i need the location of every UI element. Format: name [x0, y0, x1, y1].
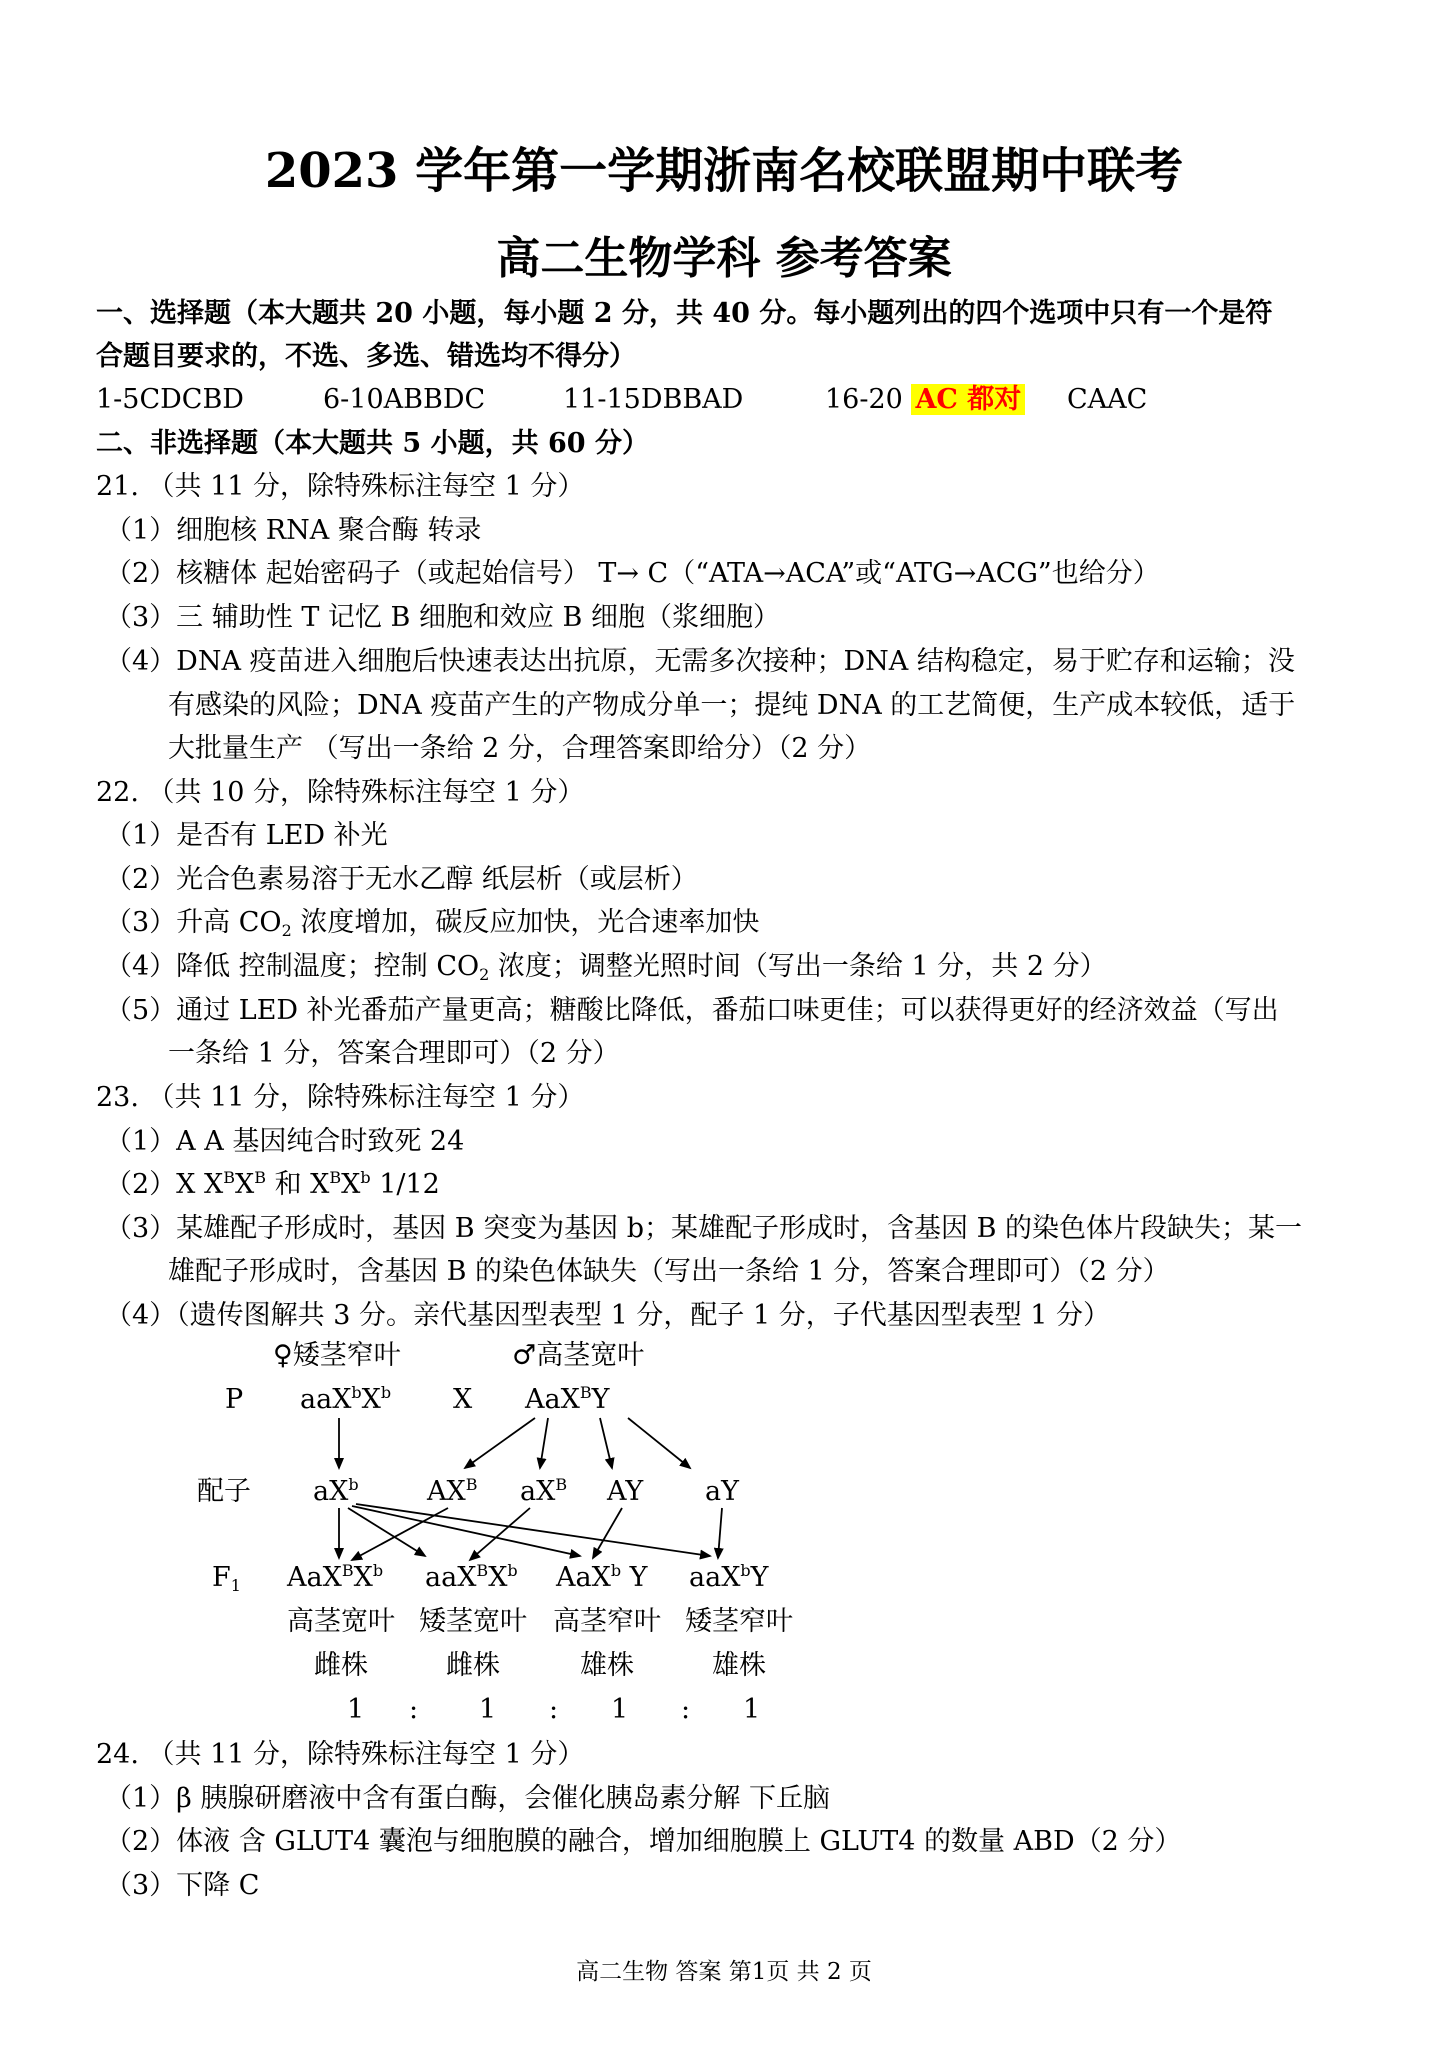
male-parent-label: ♂高茎宽叶 — [512, 1340, 645, 1371]
ratio-sep-3: : — [681, 1694, 691, 1725]
q23-part4: （4）（遗传图解共 3 分。亲代基因型表型 1 分，配子 1 分，子代基因型表型 1 分） — [105, 1300, 1111, 1331]
q23-part3: （3）某雄配子形成时，基因 B 突变为基因 b；某雄配子形成时，含基因 B 的染色体片段缺失；某一 — [105, 1213, 1303, 1244]
ratio-1: 1 — [347, 1694, 365, 1725]
mc-answers-11-15: 11-15DBBAD — [563, 384, 744, 415]
offspring-phenotype-3: 高茎窄叶 — [553, 1606, 661, 1637]
offspring-genotype-2: $aaX^BX^b$ — [425, 1561, 518, 1593]
page-footer: 高二生物 答案 第1页 共 2 页 — [576, 1959, 872, 1985]
arrow-aXb-to-f1-2 — [348, 1508, 425, 1556]
gamete-AY: AY — [607, 1476, 644, 1507]
document-title: 2023 学年第一学期浙南名校联盟期中联考 — [264, 143, 1184, 199]
section1-heading-cont: 合题目要求的，不选、多选、错选均不得分） — [96, 341, 636, 372]
mc-answers-16-20-label: 16-20 — [825, 384, 903, 415]
gamete-aX-B: $aX^B$ — [520, 1475, 568, 1507]
arrow-aY-to-f1-4 — [718, 1508, 722, 1558]
arrow-male-to-AY — [600, 1418, 612, 1468]
q21-part4: （4）DNA 疫苗进入细胞后快速表达出抗原，无需多次接种；DNA 结构稳定，易于贮存和运输；没 — [105, 646, 1295, 677]
highlight-note: AC 都对 — [911, 384, 1025, 415]
offspring-sex-1: 雌株 — [314, 1650, 368, 1681]
q24-part1: （1）β 胰腺研磨液中含有蛋白酶，会催化胰岛素分解 下丘脑 — [105, 1783, 830, 1814]
gamete-aY: aY — [705, 1476, 739, 1507]
arrow-AY-to-f1-3 — [593, 1508, 622, 1558]
q22-part2: （2）光合色素易溶于无水乙醇 纸层析（或层析） — [105, 864, 698, 895]
mc-answers-tail: CAAC — [1067, 384, 1148, 415]
arrow-male-to-AXB — [465, 1418, 535, 1468]
offspring-phenotype-2: 矮茎宽叶 — [419, 1606, 527, 1637]
document-subtitle: 高二生物学科 参考答案 — [496, 233, 952, 284]
female-parent-label: ♀矮茎窄叶 — [273, 1340, 401, 1371]
q23-part2: （2）X $X^BX^B$ 和 $X^BX^b$ 1/12 — [105, 1168, 440, 1200]
q22-part1: （1）是否有 LED 补光 — [105, 820, 388, 851]
q21-heading: 21. （共 11 分，除特殊标注每空 1 分） — [96, 471, 585, 502]
offspring-genotype-1: $AaX^BX^b$ — [287, 1561, 384, 1593]
q22-part3: （3）升高 $CO_2$ 浓度增加，碳反应加快，光合速率加快 — [105, 907, 760, 940]
mc-answers-16-20 — [825, 382, 1025, 418]
q21-part3: （3）三 辅助性 T 记忆 B 细胞和效应 B 细胞（浆细胞） — [105, 602, 780, 633]
q24-part2: （2）体液 含 GLUT4 囊泡与细胞膜的融合，增加细胞膜上 GLUT4 的数量 ABD（2 分） — [105, 1826, 1182, 1857]
q23-part3-cont: 雄配子形成时，含基因 B 的染色体缺失（写出一条给 1 分，答案合理即可）（2 分） — [168, 1256, 1170, 1287]
q23-part1: （1）A A 基因纯合时致死 24 — [105, 1126, 465, 1157]
arrow-AXB-to-f1-1 — [352, 1508, 448, 1560]
ratio-sep-2: : — [549, 1694, 559, 1725]
q22-part4: （4）降低 控制温度；控制 $CO_2$ 浓度；调整光照时间（写出一条给 1 分，共 2 分） — [105, 951, 1107, 984]
mc-answers-6-10: 6-10ABBDC — [323, 384, 486, 415]
q22-part5: （5）通过 LED 补光番茄产量更高；糖酸比降低，番茄口味更佳；可以获得更好的经济效益（写出 — [105, 995, 1279, 1026]
ratio-2: 1 — [479, 1694, 497, 1725]
offspring-phenotype-4: 矮茎窄叶 — [685, 1606, 793, 1637]
f1-label: $F_1$ — [212, 1562, 241, 1595]
section2-heading: 二、非选择题（本大题共 5 小题，共 60 分） — [96, 428, 649, 459]
gamete-AX-B: $AX^B$ — [427, 1475, 478, 1507]
offspring-sex-2: 雌株 — [446, 1650, 500, 1681]
q21-part2: （2）核糖体 起始密码子（或起始信号） T→ C（“ATA→ACA”或“ATG→ACG”也给分） — [105, 558, 1160, 589]
gamete-ax-b: $aX^b$ — [313, 1475, 359, 1507]
arrow-aXb-to-f1-3 — [352, 1506, 580, 1556]
ratio-sep-1: : — [409, 1694, 419, 1725]
cross-symbol: X — [453, 1384, 473, 1415]
offspring-sex-4: 雄株 — [712, 1650, 766, 1681]
q21-part4-cont1: 有感染的风险；DNA 疫苗产生的产物成分单一；提纯 DNA 的工艺简便，生产成本较低，适于 — [168, 690, 1296, 721]
female-genotype: $aaX^bX^b$ — [300, 1383, 392, 1415]
male-genotype: AaX$^B$Y — [525, 1383, 610, 1415]
q22-heading: 22. （共 10 分，除特殊标注每空 1 分） — [96, 777, 585, 808]
q21-part1: （1）细胞核 RNA 聚合酶 转录 — [105, 515, 482, 546]
offspring-genotype-3: AaX$^b$ Y — [556, 1561, 648, 1593]
p-label: P — [225, 1384, 244, 1415]
mc-answers-1-5: 1-5CDCBD — [96, 384, 244, 415]
section1-heading: 一、选择题（本大题共 20 小题，每小题 2 分，共 40 分。每小题列出的四个选项中只有一个是符 — [96, 298, 1273, 329]
arrow-aXB-to-f1-2 — [470, 1508, 530, 1560]
arrow-male-to-aY — [628, 1418, 690, 1468]
arrow-aXb-to-f1-4 — [356, 1504, 710, 1556]
gamete-row-label: 配子 — [197, 1476, 251, 1507]
offspring-phenotype-1: 高茎宽叶 — [287, 1606, 395, 1637]
q22-part5-cont: 一条给 1 分，答案合理即可）（2 分） — [168, 1038, 620, 1069]
q24-heading: 24. （共 11 分，除特殊标注每空 1 分） — [96, 1739, 585, 1770]
offspring-genotype-4: aaX$^b$Y — [689, 1561, 769, 1593]
q23-heading: 23. （共 11 分，除特殊标注每空 1 分） — [96, 1082, 585, 1113]
q24-part3: （3）下降 C — [105, 1870, 260, 1901]
q21-part4-cont2: 大批量生产 （写出一条给 2 分，合理答案即给分）（2 分） — [168, 733, 872, 764]
ratio-4: 1 — [743, 1694, 761, 1725]
arrow-male-to-aXB — [540, 1418, 548, 1468]
offspring-sex-3: 雄株 — [580, 1650, 634, 1681]
ratio-3: 1 — [611, 1694, 629, 1725]
